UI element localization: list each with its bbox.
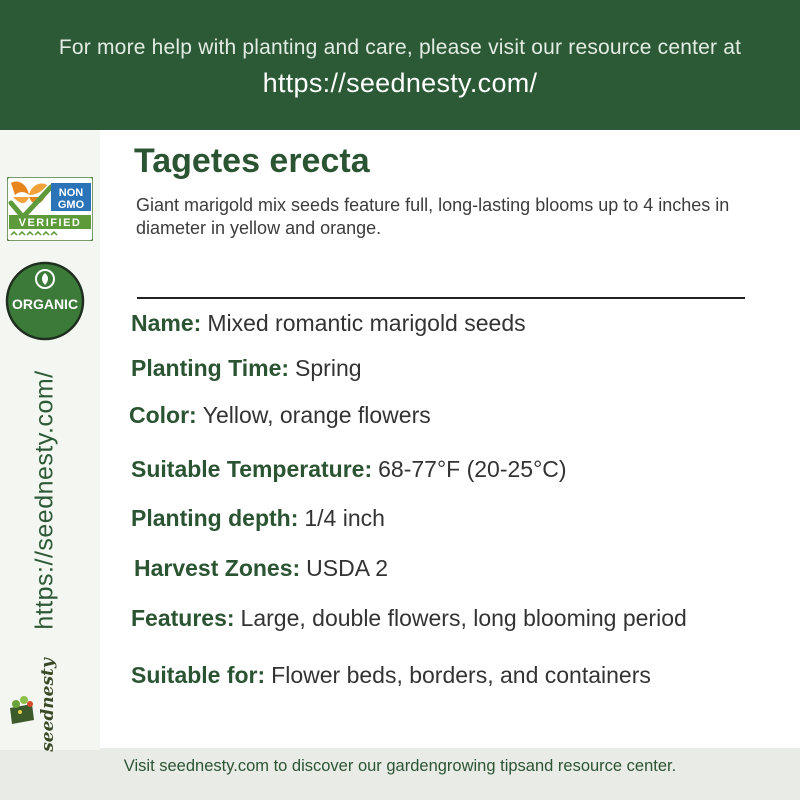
detail-label: Features: xyxy=(131,605,235,631)
brand-name: seednesty xyxy=(38,658,58,752)
product-title: Tagetes erecta xyxy=(134,142,370,180)
detail-row-temperature xyxy=(131,456,567,483)
detail-row-harvest-zones xyxy=(134,555,388,582)
organic-leaf-icon xyxy=(5,261,85,341)
detail-row-features xyxy=(131,605,687,632)
organic-badge xyxy=(5,261,85,341)
footer-text: Visit seednesty.com to discover our gardengrowing tipsand resource center. xyxy=(123,757,677,775)
detail-row-name xyxy=(131,310,526,337)
detail-row-suitable-for xyxy=(131,662,651,689)
non-gmo-badge xyxy=(7,177,93,241)
detail-label: Name: xyxy=(131,310,202,336)
detail-value: Mixed romantic marigold seeds xyxy=(207,310,526,336)
banner-help-text: For more help with planting and care, please visit our resource center at xyxy=(58,36,742,59)
svg-text:NON: NON xyxy=(58,187,84,199)
detail-label: Harvest Zones: xyxy=(134,555,301,581)
detail-value: Yellow, orange flowers xyxy=(202,402,431,428)
seednesty-logo-icon xyxy=(6,690,36,730)
non-gmo-verified-icon xyxy=(7,177,93,241)
detail-value: USDA 2 xyxy=(306,555,388,581)
divider xyxy=(137,297,745,299)
vertical-website-url[interactable]: https://seednesty.com/ xyxy=(30,370,59,630)
detail-value: 1/4 inch xyxy=(304,505,385,531)
detail-row-planting-depth xyxy=(131,505,385,532)
svg-text:VERIFIED: VERIFIED xyxy=(18,217,82,229)
detail-label: Planting depth: xyxy=(131,505,299,531)
detail-row-planting-time xyxy=(131,355,362,382)
detail-value: 68-77°F (20-25°C) xyxy=(378,456,567,482)
banner-url-link[interactable]: https://seednesty.com/ xyxy=(262,68,538,98)
detail-value: Spring xyxy=(295,355,362,381)
svg-text:GMO: GMO xyxy=(57,199,85,211)
detail-label: Suitable for: xyxy=(131,662,266,688)
detail-row-color xyxy=(129,402,431,429)
detail-value: Flower beds, borders, and containers xyxy=(271,662,651,688)
top-banner xyxy=(0,0,800,130)
detail-label: Color: xyxy=(129,402,197,428)
product-description: Giant marigold mix seeds feature full, long-lasting blooms up to 4 inches in diameter in yellow and orange. xyxy=(136,195,730,238)
detail-value: Large, double flowers, long blooming period xyxy=(240,605,687,631)
detail-label: Suitable Temperature: xyxy=(131,456,373,482)
svg-text:ORGANIC: ORGANIC xyxy=(11,296,79,312)
detail-label: Planting Time: xyxy=(131,355,290,381)
